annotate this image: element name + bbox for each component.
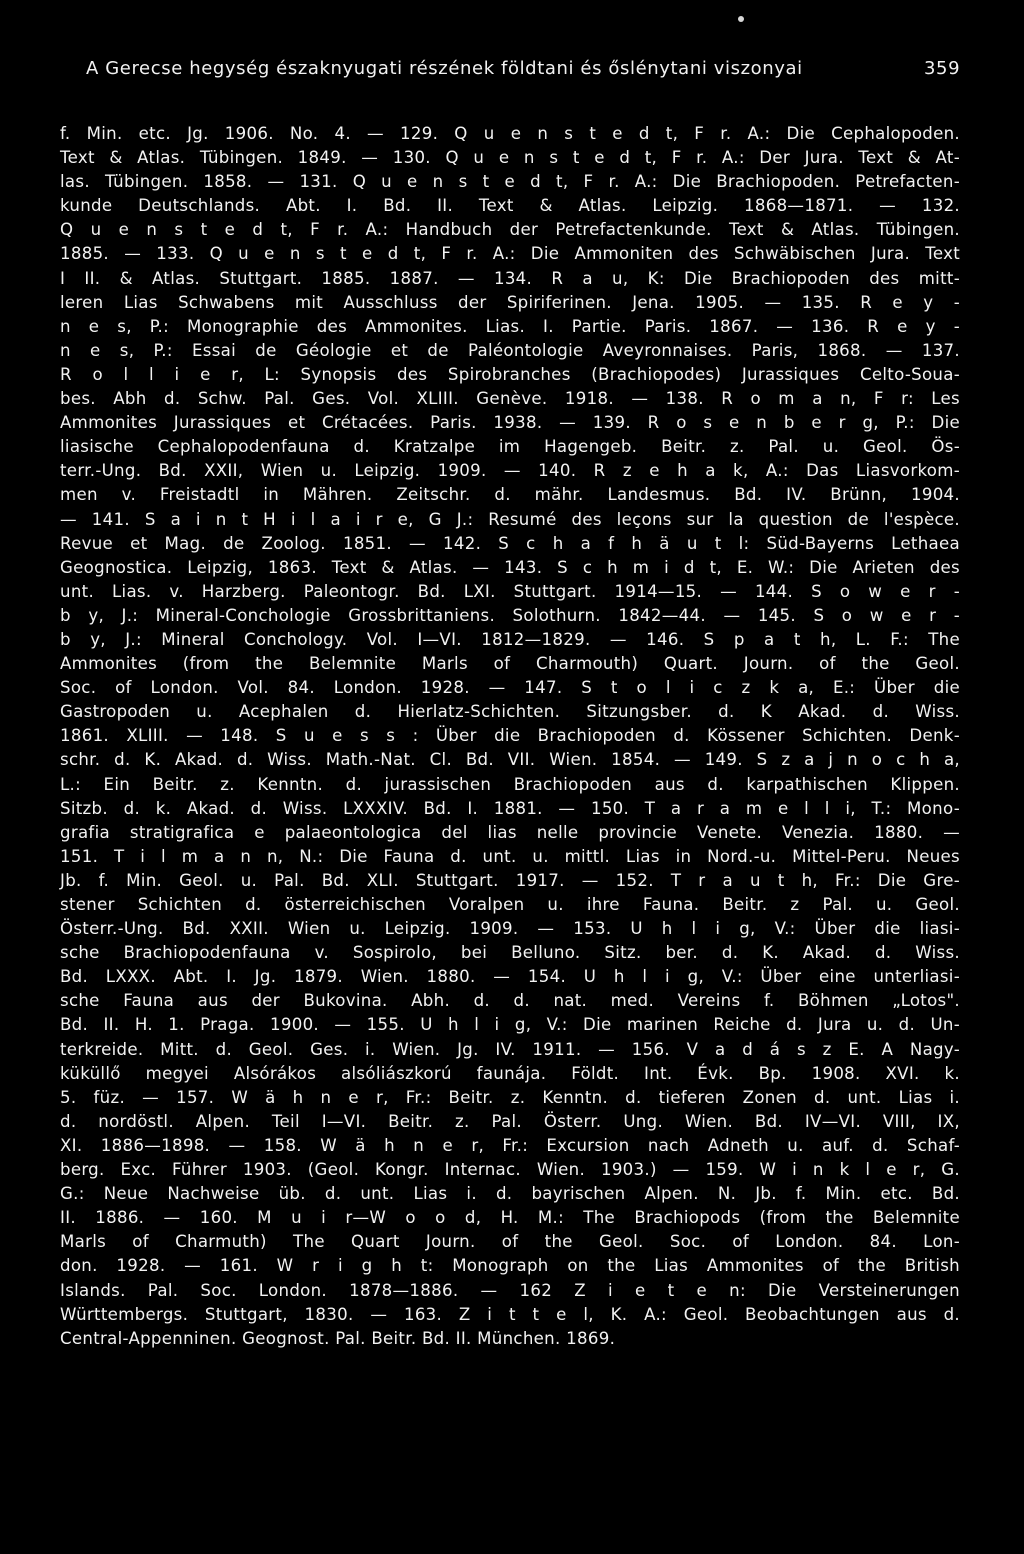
text-line: Marls of Charmuth) The Quart Journ. of the Geol. Soc. of London. 84. Lon- bbox=[60, 1232, 960, 1252]
text-line: Württembergs. Stuttgart, 1830. — 163. Z i t t e l, K. A.: Geol. Beobachtungen aus d. bbox=[60, 1304, 960, 1324]
text-line: Bd. LXXX. Abt. I. Jg. 1879. Wien. 1880. — 154. U h l i g, V.: Über eine unterliasi- bbox=[60, 967, 960, 987]
text-line: II. 1886. — 160. M u i r—W o o d, H. M.: The Brachiopods (from the Belemnite bbox=[60, 1208, 960, 1228]
text-line: Österr.-Ung. Bd. XXII. Wien u. Leipzig. 1909. — 153. U h l i g, V.: Über die liasi- bbox=[60, 919, 960, 939]
text-line: G.: Neue Nachweise üb. d. unt. Lias i. d. bayrischen Alpen. N. Jb. f. Min. etc. Bd. bbox=[60, 1184, 960, 1204]
text-line: f. Min. etc. Jg. 1906. No. 4. — 129. Q u e n s t e d t, F r. A.: Die Cephalopoden. bbox=[60, 124, 960, 143]
text-line: men v. Freistadtl in Mähren. Zeitschr. d. mähr. Landesmus. Bd. IV. Brünn, 1904. bbox=[60, 485, 960, 505]
text-line: Ammonites (from the Belemnite Marls of Charmouth) Quart. Journ. of the Geol. bbox=[60, 654, 960, 674]
text-line: 151. T i l m a n n, N.: Die Fauna d. unt. u. mittl. Lias in Nord.-u. Mittel-Peru. Neues bbox=[60, 846, 960, 866]
text-line: I II. & Atlas. Stuttgart. 1885. 1887. — 134. R a u, K: Die Brachiopoden des mitt- bbox=[60, 268, 960, 288]
page-number: 359 bbox=[924, 58, 961, 79]
text-line: Gastropoden u. Acephalen d. Hierlatz-Schichten. Sitzungsber. d. K Akad. d. Wiss. bbox=[60, 702, 960, 722]
text-line: las. Tübingen. 1858. — 131. Q u e n s t e d t, F r. A.: Die Brachiopoden. Petrefacten- bbox=[60, 172, 960, 192]
text-line: Ammonites Jurassiques et Crétacées. Paris. 1938. — 139. R o s e n b e r g, P.: Die bbox=[60, 413, 960, 433]
text-line: Central-Appenninen. Geognost. Pal. Beitr. Bd. II. München. 1869. bbox=[60, 1328, 616, 1348]
text-line: schr. d. K. Akad. d. Wiss. Math.-Nat. Cl. Bd. VII. Wien. 1854. — 149. S z a j n o c h a, bbox=[60, 750, 960, 770]
reference-list bbox=[60, 122, 960, 1351]
text-line: don. 1928. — 161. W r i g h t: Monograph on the Lias Ammonites of the British bbox=[60, 1256, 960, 1276]
text-line: R o l l i e r, L: Synopsis des Spirobranches (Brachiopodes) Jurassiques Celto-Soua- bbox=[60, 364, 960, 384]
text-line: n e s, P.: Monographie des Ammonites. Lias. I. Partie. Paris. 1867. — 136. R e y - bbox=[60, 316, 960, 336]
text-line: Revue et Mag. de Zoolog. 1851. — 142. S c h a f h ä u t l: Süd-Bayerns Lethaea bbox=[60, 533, 960, 553]
text-line: berg. Exc. Führer 1903. (Geol. Kongr. Internac. Wien. 1903.) — 159. W i n k l e r, G. bbox=[60, 1160, 960, 1180]
text-line: bes. Abh d. Schw. Pal. Ges. Vol. XLIII. Genève. 1918. — 138. R o m a n, F r: Les bbox=[60, 389, 960, 409]
text-line: leren Lias Schwabens mit Ausschluss der Spiriferinen. Jena. 1905. — 135. R e y - bbox=[60, 292, 960, 312]
text-line: Text & Atlas. Tübingen. 1849. — 130. Q u e n s t e d t, F r. A.: Der Jura. Text & At- bbox=[60, 148, 960, 168]
text-line: 5. füz. — 157. W ä h n e r, Fr.: Beitr. z. Kenntn. d. tieferen Zonen d. unt. Lias i. bbox=[60, 1087, 960, 1107]
text-line: liasische Cephalopodenfauna d. Kratzalpe im Hagengeb. Beitr. z. Pal. u. Geol. Ös- bbox=[60, 437, 960, 457]
text-line: 1885. — 133. Q u e n s t e d t, F r. A.: Die Ammoniten des Schwäbischen Jura. Text bbox=[60, 244, 960, 264]
text-line: terkreide. Mitt. d. Geol. Ges. i. Wien. Jg. IV. 1911. — 156. V a d á s z E. A Nagy- bbox=[60, 1039, 960, 1059]
text-line: Q u e n s t e d t, F r. A.: Handbuch der Petrefactenkunde. Text & Atlas. Tübingen. bbox=[60, 220, 960, 240]
text-line: — 141. S a i n t H i l a i r e, G J.: Resumé des leçons sur la question de l'espèce. bbox=[60, 509, 960, 529]
text-line: n e s, P.: Essai de Géologie et de Paléontologie Aveyronnaises. Paris, 1868. — 137. bbox=[60, 340, 960, 360]
text-line: Soc. of London. Vol. 84. London. 1928. — 147. S t o l i c z k a, E.: Über die bbox=[60, 678, 960, 698]
text-line: L.: Ein Beitr. z. Kenntn. d. jurassischen Brachiopoden aus d. karpathischen Klippen. bbox=[60, 774, 960, 794]
text-line: Geognostica. Leipzig, 1863. Text & Atlas. — 143. S c h m i d t, E. W.: Die Arieten des bbox=[60, 557, 960, 577]
header-title: A Gerecse hegység északnyugati részének földtani és őslénytani viszonyai bbox=[86, 58, 803, 79]
text-line: Bd. II. H. 1. Praga. 1900. — 155. U h l i g, V.: Die marinen Reiche d. Jura u. d. Un- bbox=[60, 1015, 960, 1035]
text-line: stener Schichten d. österreichischen Voralpen u. ihre Fauna. Beitr. z Pal. u. Geol. bbox=[60, 895, 960, 914]
text-line: sche Brachiopodenfauna v. Sospirolo, bei Belluno. Sitz. ber. d. K. Akad. d. Wiss. bbox=[60, 943, 960, 963]
text-line: b y, J.: Mineral Conchology. Vol. I—VI. 1812—1829. — 146. S p a t h, L. F.: The bbox=[60, 629, 960, 649]
text-line: kunde Deutschlands. Abt. I. Bd. II. Text & Atlas. Leipzig. 1868—1871. — 132. bbox=[60, 196, 960, 216]
text-line: unt. Lias. v. Harzberg. Paleontogr. Bd. LXI. Stuttgart. 1914—15. — 144. S o w e r - bbox=[60, 581, 960, 601]
text-line: terr.-Ung. Bd. XXII, Wien u. Leipzig. 1909. — 140. R z e h a k, A.: Das Liasvorkom- bbox=[60, 461, 960, 481]
text-line: grafia stratigrafica e palaeontologica del lias nelle provincie Venete. Venezia. 1880. — bbox=[60, 822, 960, 842]
running-header bbox=[86, 58, 966, 79]
text-line: sche Fauna aus der Bukovina. Abh. d. d. nat. med. Vereins f. Böhmen „Lotos". bbox=[60, 991, 960, 1011]
text-line: XI. 1886—1898. — 158. W ä h n e r, Fr.: Excursion nach Adneth u. auf. d. Schaf- bbox=[60, 1135, 960, 1155]
text-line: Jb. f. Min. Geol. u. Pal. Bd. XLI. Stuttgart. 1917. — 152. T r a u t h, Fr.: Die Gre- bbox=[60, 870, 960, 890]
text-line: b y, J.: Mineral-Conchologie Grossbrittaniens. Solothurn. 1842—44. — 145. S o w e r - bbox=[60, 605, 960, 625]
text-line: küküllő megyei Alsórákos alsóliászkorú faunája. Földt. Int. Évk. Bp. 1908. XVI. k. bbox=[60, 1063, 960, 1083]
text-line: d. nordöstl. Alpen. Teil I—VI. Beitr. z. Pal. Österr. Ung. Wien. Bd. IV—VI. VIII, IX, bbox=[60, 1111, 960, 1131]
text-line: Islands. Pal. Soc. London. 1878—1886. — 162 Z i e t e n: Die Versteinerungen bbox=[60, 1280, 960, 1300]
text-line: Sitzb. d. k. Akad. d. Wiss. LXXXIV. Bd. I. 1881. — 150. T a r a m e l l i, T.: Mono- bbox=[60, 798, 960, 818]
speck-mark bbox=[738, 16, 744, 22]
text-line: 1861. XLIII. — 148. S u e s s : Über die Brachiopoden d. Kössener Schichten. Denk- bbox=[60, 726, 960, 746]
